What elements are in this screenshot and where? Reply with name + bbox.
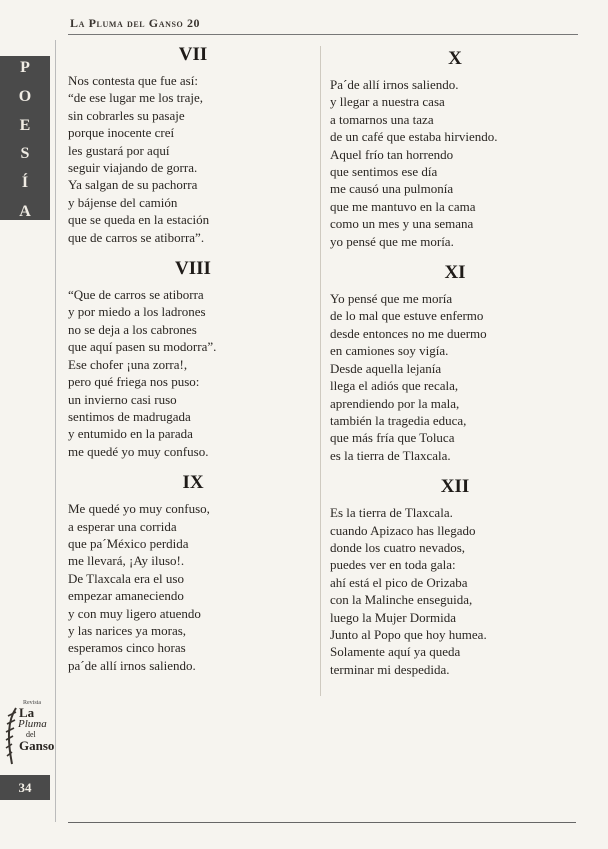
verse-line: me causó una pulmonía <box>330 181 454 197</box>
verse-line: Aquel frío tan horrendo <box>330 146 454 162</box>
verse-line: que aquí pasen su modorra”. <box>68 339 217 355</box>
header-rule <box>68 34 578 35</box>
stanza <box>330 262 580 464</box>
verse-line: pa´de allí irnos saliendo. <box>68 657 196 673</box>
verse-line: que se queda en la estación <box>68 212 210 228</box>
stanza <box>68 472 318 674</box>
verse-line: no se deja a los cabrones <box>68 321 197 337</box>
stanza-number: XII <box>440 476 470 498</box>
verse-line: porque inocente creí <box>68 125 175 141</box>
verse-line: donde los cuatro nevados, <box>330 539 466 555</box>
verse-line: sin cobrarles su pasaje <box>68 107 185 123</box>
verse-line: a esperar una corrida <box>68 518 177 534</box>
stanza <box>330 476 580 678</box>
magazine-logo <box>4 700 55 770</box>
verse-line: de un café que estaba hirviendo. <box>330 129 498 145</box>
section-letter: O <box>18 87 32 105</box>
logo-word: Ganso <box>19 738 55 753</box>
verse-line: desde entonces no me duermo <box>330 325 487 341</box>
quill-icon <box>4 706 22 766</box>
stanza <box>68 44 318 246</box>
stanza-number: X <box>448 48 462 69</box>
verse-line: Desde aquella lejanía <box>330 360 442 376</box>
verse-line: Ese chofer ¡una zorra!, <box>68 356 188 372</box>
verse-line: que de carros se atiborra”. <box>68 229 205 245</box>
verse-line: que sentimos ese día <box>330 164 438 180</box>
verse-line: luego la Mujer Dormida <box>330 609 456 625</box>
verse-line: es la tierra de Tlaxcala. <box>330 447 451 463</box>
stanza-number: IX <box>182 472 204 494</box>
stanza-lines <box>68 286 318 460</box>
stanza-lines <box>330 504 580 678</box>
verse-line: seguir viajando de gorra. <box>68 160 198 176</box>
section-letter: S <box>20 145 30 163</box>
logo-word: del <box>26 730 36 739</box>
verse-line: aprendiendo por la mala, <box>330 395 460 411</box>
right-column <box>330 48 580 690</box>
section-letter: A <box>19 202 31 220</box>
verse-line: Ya salgan de su pachorra <box>68 177 198 193</box>
verse-line: que pa´México perdida <box>68 535 189 551</box>
verse-line: y las narices ya moras, <box>68 622 187 638</box>
verse-line: “Que de carros se atiborra <box>68 287 204 303</box>
stanza-lines <box>68 500 318 674</box>
verse-line: y llegar a nuestra casa <box>330 94 445 110</box>
column-divider <box>320 46 321 696</box>
footer-rule <box>68 822 576 823</box>
verse-line: de lo mal que estuve enfermo <box>330 308 484 324</box>
verse-line: me llevará, ¡Ay iluso!. <box>68 553 185 569</box>
verse-line: les gustará por aquí <box>68 142 170 158</box>
stanza-number: VII <box>178 44 208 65</box>
section-letter: P <box>20 59 30 76</box>
stanza-number: XI <box>444 262 466 284</box>
verse-line: “de ese lugar me los traje, <box>68 90 203 106</box>
verse-line: que me mantuvo en la cama <box>330 198 476 214</box>
verse-line: sentimos de madrugada <box>68 408 191 424</box>
verse-line: empezar amaneciendo <box>68 588 184 604</box>
stanza <box>330 48 580 250</box>
verse-line: De Tlaxcala era el uso <box>68 570 184 586</box>
verse-line: me quedé yo muy confuso. <box>68 443 209 459</box>
section-letter: E <box>19 116 31 134</box>
verse-line: también la tragedia educa, <box>330 412 467 428</box>
verse-line: puedes ver en toda gala: <box>330 557 456 573</box>
page-number: 34 <box>0 775 50 800</box>
verse-line: y bájense del camión <box>68 194 178 210</box>
margin-rule <box>55 40 56 822</box>
verse-line: Me quedé yo muy confuso, <box>68 501 210 517</box>
verse-line: a tomarnos una taza <box>330 111 434 127</box>
verse-line: en camiones soy vigía. <box>330 343 449 359</box>
verse-line: Solamente aquí ya queda <box>330 644 461 660</box>
verse-line: un invierno casi ruso <box>68 391 177 407</box>
stanza-lines <box>330 290 580 464</box>
verse-line: y entumido en la parada <box>68 426 193 442</box>
verse-line: yo pensé que me moría. <box>330 233 454 249</box>
verse-line: con la Malinche enseguida, <box>330 592 473 608</box>
verse-line: que más fría que Toluca <box>330 430 455 446</box>
running-header: La Pluma del Ganso 20 <box>70 16 201 30</box>
verse-line: esperamos cinco horas <box>68 640 186 656</box>
verse-line: pero qué friega nos puso: <box>68 374 200 390</box>
stanza-lines <box>330 76 580 250</box>
verse-line: Pa´de allí irnos saliendo. <box>330 77 459 92</box>
logo-label-small: Revista <box>23 700 41 706</box>
verse-line: terminar mi despedida. <box>330 661 450 677</box>
verse-line: ahí está el pico de Orizaba <box>330 574 468 590</box>
verse-line: Junto al Popo que hoy humea. <box>330 626 487 642</box>
section-tab-letters <box>0 60 50 220</box>
verse-line: y con muy ligero atuendo <box>68 605 201 621</box>
verse-line: y por miedo a los ladrones <box>68 304 206 320</box>
verse-line: Yo pensé que me moría <box>330 291 453 307</box>
stanza <box>68 258 318 460</box>
left-column <box>68 44 318 686</box>
verse-line: como un mes y una semana <box>330 216 474 232</box>
logo-word: La <box>19 705 35 720</box>
stanza-number: VIII <box>175 258 211 280</box>
verse-line: llega el adiós que recala, <box>330 378 459 394</box>
verse-line: Nos contesta que fue así: <box>68 73 198 88</box>
stanza-lines <box>68 72 318 246</box>
verse-line: Es la tierra de Tlaxcala. <box>330 505 453 521</box>
section-letter: Í <box>21 174 29 192</box>
logo-word: Pluma <box>18 718 47 730</box>
verse-line: cuando Apizaco has llegado <box>330 522 476 538</box>
